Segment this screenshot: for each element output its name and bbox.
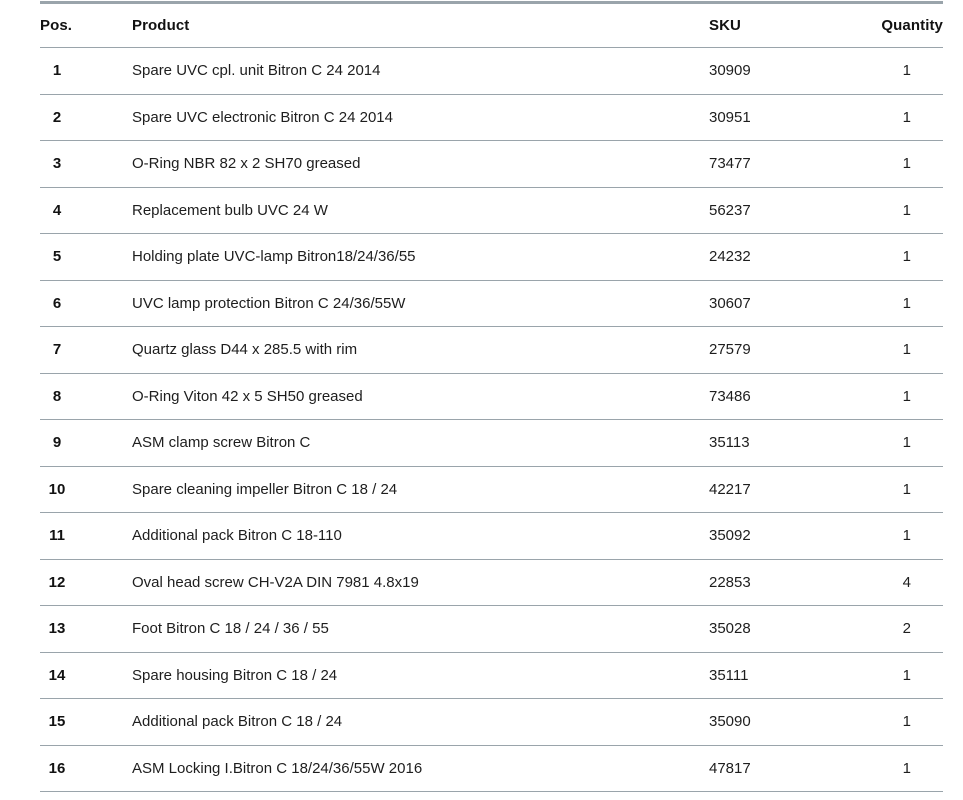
pos-value: 10 bbox=[48, 480, 66, 498]
table-row bbox=[40, 606, 943, 653]
quantity-cell: 1 bbox=[849, 373, 943, 420]
pos-value: 9 bbox=[52, 434, 62, 452]
sku-cell: 24232 bbox=[709, 234, 849, 281]
table-row bbox=[40, 187, 943, 234]
table-row bbox=[40, 94, 943, 141]
quantity-cell: 1 bbox=[849, 466, 943, 513]
pos-cell bbox=[40, 327, 132, 374]
parts-table bbox=[40, 1, 943, 792]
pos-value: 12 bbox=[48, 573, 66, 591]
pos-value: 2 bbox=[52, 108, 62, 126]
pos-cell bbox=[40, 94, 132, 141]
quantity-cell: 1 bbox=[849, 48, 943, 95]
table-row bbox=[40, 420, 943, 467]
sku-cell: 22853 bbox=[709, 559, 849, 606]
pos-value: 13 bbox=[48, 620, 66, 638]
sku-cell: 47817 bbox=[709, 745, 849, 792]
product-cell: O-Ring Viton 42 x 5 SH50 greased bbox=[132, 373, 709, 420]
quantity-cell: 1 bbox=[849, 652, 943, 699]
sku-cell: 35113 bbox=[709, 420, 849, 467]
pos-value: 7 bbox=[52, 341, 62, 359]
sku-cell: 30909 bbox=[709, 48, 849, 95]
sku-cell: 73477 bbox=[709, 141, 849, 188]
quantity-cell: 1 bbox=[849, 699, 943, 746]
quantity-cell: 2 bbox=[849, 606, 943, 653]
column-header-pos: Pos. bbox=[40, 3, 132, 48]
pos-cell bbox=[40, 652, 132, 699]
pos-cell bbox=[40, 513, 132, 560]
pos-cell bbox=[40, 699, 132, 746]
product-cell: Oval head screw CH-V2A DIN 7981 4.8x19 bbox=[132, 559, 709, 606]
product-cell: Spare UVC cpl. unit Bitron C 24 2014 bbox=[132, 48, 709, 95]
product-cell: Additional pack Bitron C 18-110 bbox=[132, 513, 709, 560]
table-row bbox=[40, 513, 943, 560]
table-row bbox=[40, 280, 943, 327]
column-header-product: Product bbox=[132, 3, 709, 48]
product-cell: Foot Bitron C 18 / 24 / 36 / 55 bbox=[132, 606, 709, 653]
pos-cell bbox=[40, 280, 132, 327]
column-header-quantity: Quantity bbox=[849, 3, 943, 48]
pos-value: 14 bbox=[48, 666, 66, 684]
column-header-sku: SKU bbox=[709, 3, 849, 48]
pos-value: 6 bbox=[52, 294, 62, 312]
pos-value: 5 bbox=[52, 248, 62, 266]
pos-cell bbox=[40, 745, 132, 792]
quantity-cell: 1 bbox=[849, 187, 943, 234]
product-cell: UVC lamp protection Bitron C 24/36/55W bbox=[132, 280, 709, 327]
sku-cell: 42217 bbox=[709, 466, 849, 513]
sku-cell: 73486 bbox=[709, 373, 849, 420]
product-cell: Spare cleaning impeller Bitron C 18 / 24 bbox=[132, 466, 709, 513]
pos-cell bbox=[40, 606, 132, 653]
table-row bbox=[40, 234, 943, 281]
quantity-cell: 1 bbox=[849, 234, 943, 281]
quantity-cell: 1 bbox=[849, 280, 943, 327]
pos-cell bbox=[40, 420, 132, 467]
product-cell: Additional pack Bitron C 18 / 24 bbox=[132, 699, 709, 746]
quantity-cell: 1 bbox=[849, 745, 943, 792]
pos-value: 11 bbox=[49, 527, 65, 545]
product-cell: ASM clamp screw Bitron C bbox=[132, 420, 709, 467]
header-row bbox=[40, 3, 943, 48]
product-cell: Spare housing Bitron C 18 / 24 bbox=[132, 652, 709, 699]
quantity-cell: 1 bbox=[849, 420, 943, 467]
quantity-cell: 1 bbox=[849, 513, 943, 560]
table-row bbox=[40, 745, 943, 792]
quantity-cell: 1 bbox=[849, 94, 943, 141]
sku-cell: 27579 bbox=[709, 327, 849, 374]
pos-cell bbox=[40, 373, 132, 420]
pos-cell bbox=[40, 141, 132, 188]
table-row bbox=[40, 373, 943, 420]
pos-cell bbox=[40, 466, 132, 513]
product-cell: Replacement bulb UVC 24 W bbox=[132, 187, 709, 234]
sku-cell: 35111 bbox=[709, 652, 849, 699]
sku-cell: 30607 bbox=[709, 280, 849, 327]
pos-cell bbox=[40, 48, 132, 95]
pos-value: 4 bbox=[52, 201, 62, 219]
table-row bbox=[40, 652, 943, 699]
product-cell: Quartz glass D44 x 285.5 with rim bbox=[132, 327, 709, 374]
table-header bbox=[40, 3, 943, 48]
pos-value: 15 bbox=[48, 713, 66, 731]
sku-cell: 35092 bbox=[709, 513, 849, 560]
product-cell: O-Ring NBR 82 x 2 SH70 greased bbox=[132, 141, 709, 188]
table-body bbox=[40, 48, 943, 792]
quantity-cell: 1 bbox=[849, 327, 943, 374]
pos-value: 16 bbox=[48, 759, 66, 777]
product-cell: Holding plate UVC-lamp Bitron18/24/36/55 bbox=[132, 234, 709, 281]
table-row bbox=[40, 327, 943, 374]
pos-value: 3 bbox=[52, 155, 62, 173]
sku-cell: 56237 bbox=[709, 187, 849, 234]
pos-cell bbox=[40, 234, 132, 281]
table-row bbox=[40, 699, 943, 746]
pos-cell bbox=[40, 187, 132, 234]
pos-cell bbox=[40, 559, 132, 606]
quantity-cell: 1 bbox=[849, 141, 943, 188]
sku-cell: 35090 bbox=[709, 699, 849, 746]
table-row bbox=[40, 466, 943, 513]
product-cell: Spare UVC electronic Bitron C 24 2014 bbox=[132, 94, 709, 141]
pos-value: 8 bbox=[52, 387, 62, 405]
sku-cell: 35028 bbox=[709, 606, 849, 653]
table-row bbox=[40, 559, 943, 606]
quantity-cell: 4 bbox=[849, 559, 943, 606]
sku-cell: 30951 bbox=[709, 94, 849, 141]
table-row bbox=[40, 141, 943, 188]
product-cell: ASM Locking I.Bitron C 18/24/36/55W 2016 bbox=[132, 745, 709, 792]
table-row bbox=[40, 48, 943, 95]
pos-value: 1 bbox=[52, 62, 62, 80]
